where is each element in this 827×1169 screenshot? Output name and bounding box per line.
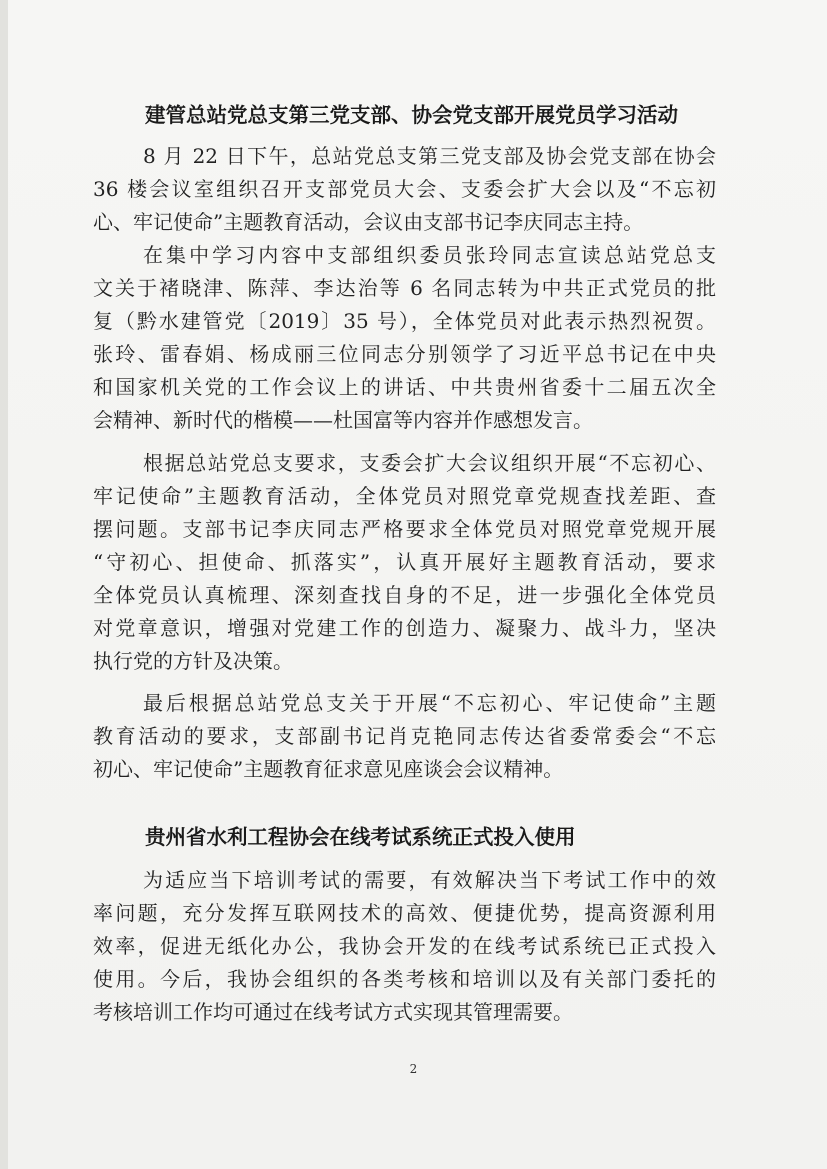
page-edge-shadow: [0, 0, 8, 1169]
article2-line-2: 率问题，充分发挥互联网技术的高效、便捷优势，提高资源利用: [93, 901, 716, 925]
article1-line-19: 初心、牢记使命”主题教育征求意见座谈会会议精神。: [93, 757, 564, 781]
article1-line-11: 牢记使命”主题教育活动，全体党员对照党章党规查找差距、查: [93, 484, 716, 508]
article1-line-8: 和国家机关党的工作会议上的讲话、中共贵州省委十二届五次全: [93, 375, 716, 399]
article1-line-2: 36 楼会议室组织召开支部党员大会、支委会扩大会以及“不忘初: [93, 177, 716, 201]
article1-line-16: 执行党的方针及决策。: [93, 649, 293, 673]
article1-line-5: 文关于褚晓津、陈萍、李达治等 6 名同志转为中共正式党员的批: [93, 276, 716, 300]
article1-line-14: 全体党员认真梳理、深刻查找自身的不足，进一步强化全体党员: [93, 583, 716, 607]
article2-line-1: 为适应当下培训考试的需要，有效解决当下考试工作中的效: [143, 868, 716, 892]
article1-line-7: 张玲、雷春娟、杨成丽三位同志分别领学了习近平总书记在中央: [93, 342, 716, 366]
article1-line-3: 心、牢记使命”主题教育活动，会议由支部书记李庆同志主持。: [93, 210, 644, 234]
article1-title: 建管总站党总支第三党支部、协会党支部开展党员学习活动: [145, 103, 678, 127]
page-number: 2: [409, 1062, 418, 1076]
article1-line-4: 在集中学习内容中支部组织委员张玲同志宣读总站党总支: [143, 243, 716, 267]
article1-line-1: 8 月 22 日下午，总站党总支第三党支部及协会党支部在协会: [143, 144, 716, 168]
article2-title: 贵州省水利工程协会在线考试系统正式投入使用: [145, 825, 576, 849]
article1-line-6: 复（黔水建管党〔2019〕35 号），全体党员对此表示热烈祝贺。: [93, 309, 716, 333]
article1-line-17: 最后根据总站党总支关于开展“不忘初心、牢记使命”主题: [143, 691, 716, 715]
article2-line-5: 考核培训工作均可通过在线考试方式实现其管理需要。: [93, 1000, 573, 1024]
article1-line-9: 会精神、新时代的楷模——杜国富等内容并作感想发言。: [93, 408, 593, 432]
article1-line-15: 对党章意识，增强对党建工作的创造力、凝聚力、战斗力，坚决: [93, 616, 716, 640]
article2-line-3: 效率，促进无纸化办公，我协会开发的在线考试系统已正式投入: [93, 934, 716, 958]
article1-line-10: 根据总站党总支要求，支委会扩大会议组织开展“不忘初心、: [143, 451, 716, 475]
article2-line-4: 使用。今后，我协会组织的各类考核和培训以及有关部门委托的: [93, 967, 716, 991]
article1-line-13: “守初心、担使命、抓落实”，认真开展好主题教育活动，要求: [93, 550, 716, 574]
article1-line-18: 教育活动的要求，支部副书记肖克艳同志传达省委常委会“不忘: [93, 724, 716, 748]
article1-line-12: 摆问题。支部书记李庆同志严格要求全体党员对照党章党规开展: [93, 517, 716, 541]
